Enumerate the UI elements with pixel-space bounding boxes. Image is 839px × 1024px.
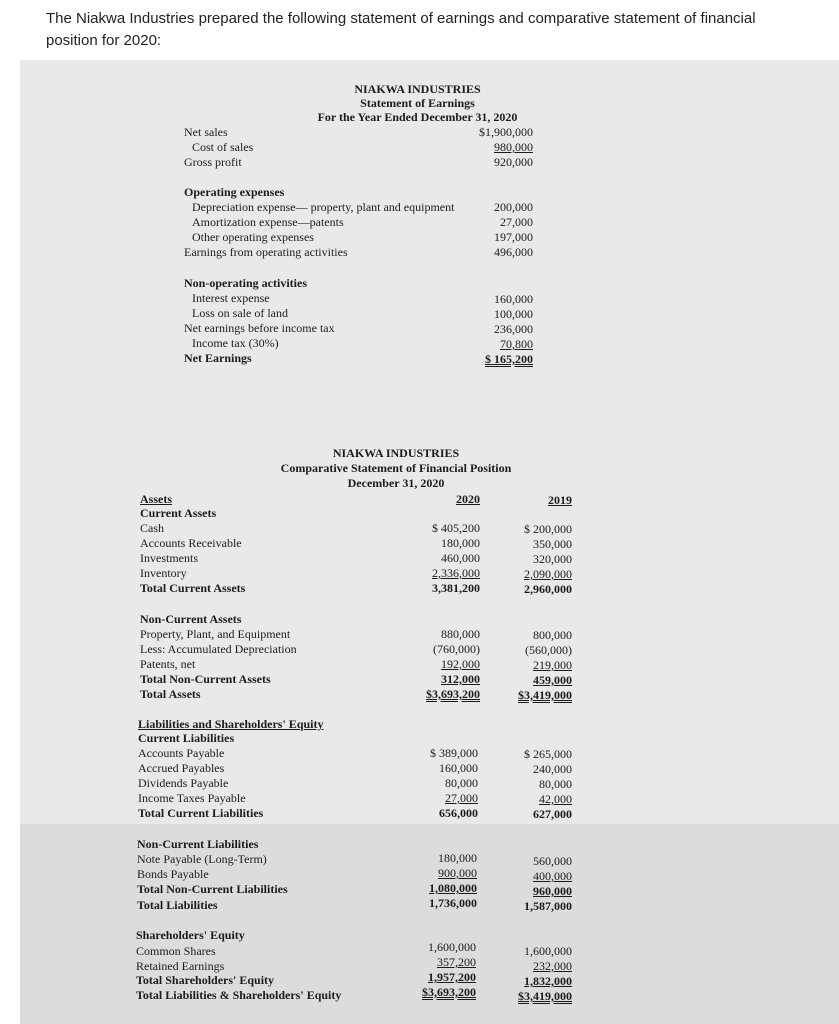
note-payable-2019: 560,000 [533, 854, 572, 868]
other-opex-label: Other operating expenses [192, 230, 314, 244]
total-non-current-liab-2020: 1,080,000 [429, 881, 477, 895]
loss-land-value: 100,000 [494, 307, 533, 321]
retained-2019: 232,000 [533, 959, 572, 973]
ppe-2019: 800,000 [533, 628, 572, 642]
ap-2019: $ 265,000 [524, 747, 572, 761]
total-liab-2019: 1,587,000 [524, 899, 572, 913]
total-current-liab-label: Total Current Liabilities [138, 806, 264, 820]
net-earnings-label: Net Earnings [184, 351, 252, 365]
patents-2020: 192,000 [441, 657, 480, 671]
retained-label: Retained Earnings [136, 959, 225, 973]
total-assets-2020: $3,693,200 [426, 687, 480, 701]
loss-land-label: Loss on sale of land [192, 306, 288, 320]
investments-label: Investments [140, 551, 198, 565]
acc-dep-2019: (560,000) [525, 643, 572, 657]
investments-2020: 460,000 [441, 551, 480, 565]
inventory-label: Inventory [140, 566, 187, 580]
bonds-2019: 400,000 [533, 869, 572, 883]
patents-2019: 219,000 [533, 658, 572, 672]
total-current-assets-label: Total Current Assets [140, 581, 246, 595]
acc-dep-label: Less: Accumulated Depreciation [140, 642, 297, 656]
dividends-label: Dividends Payable [138, 776, 229, 790]
dividends-2019: 80,000 [539, 777, 572, 791]
accrued-2019: 240,000 [533, 762, 572, 776]
gross-profit-label: Gross profit [184, 155, 242, 169]
interest-value: 160,000 [494, 292, 533, 306]
total-liab-equity-2019: $3,419,000 [518, 989, 572, 1003]
current-assets-heading: Current Assets [140, 506, 217, 520]
total-non-current-liab-label: Total Non-Current Liabilities [137, 882, 288, 896]
note-payable-2020: 180,000 [438, 851, 477, 865]
other-opex-value: 197,000 [494, 230, 533, 244]
income-tax-payable-label: Income Taxes Payable [138, 791, 246, 805]
earnings-title: Statement of Earnings [360, 96, 475, 110]
amortization-label: Amortization expense—patents [192, 215, 344, 229]
position-title: Comparative Statement of Financial Position [280, 461, 512, 475]
accrued-label: Accrued Payables [138, 761, 225, 775]
ppe-2020: 880,000 [441, 627, 480, 641]
inventory-2020: 2,336,000 [432, 566, 480, 580]
position-date: December 31, 2020 [347, 476, 445, 490]
earnings-from-ops-label: Earnings from operating activities [184, 245, 348, 259]
ar-label: Accounts Receivable [140, 536, 242, 550]
cash-2019: $ 200,000 [524, 522, 572, 536]
cost-of-sales-label: Cost of sales [192, 140, 254, 154]
investments-2019: 320,000 [533, 552, 572, 566]
gross-profit-value: 920,000 [494, 155, 533, 169]
total-current-liab-2020: 656,000 [439, 806, 478, 820]
bonds-2020: 900,000 [438, 866, 477, 880]
acc-dep-2020: (760,000) [433, 642, 480, 656]
cash-2020: $ 405,200 [432, 521, 480, 535]
depreciation-value: 200,000 [494, 200, 533, 214]
ar-2019: 350,000 [533, 537, 572, 551]
income-tax-payable-2019: 42,000 [539, 792, 572, 806]
net-sales-value: $1,900,000 [479, 125, 533, 139]
operating-expenses-heading: Operating expenses [184, 185, 285, 199]
retained-2020: 357,200 [437, 955, 476, 969]
earnings-period: For the Year Ended December 31, 2020 [317, 110, 518, 124]
total-liab-label: Total Liabilities [137, 898, 218, 912]
dividends-2020: 80,000 [445, 776, 478, 790]
net-earnings-value: $ 165,200 [485, 352, 533, 366]
total-assets-2019: $3,419,000 [518, 688, 572, 702]
non-current-assets-heading: Non-Current Assets [140, 612, 242, 626]
non-current-liab-heading: Non-Current Liabilities [137, 837, 259, 851]
earnings-from-ops-value: 496,000 [494, 245, 533, 259]
common-shares-2019: 1,600,000 [524, 944, 572, 958]
total-non-current-assets-2019: 459,000 [533, 673, 572, 687]
accrued-2020: 160,000 [439, 761, 478, 775]
total-assets-label: Total Assets [140, 687, 201, 701]
note-payable-label: Note Payable (Long-Term) [137, 852, 267, 866]
bonds-label: Bonds Payable [137, 867, 209, 881]
total-liab-equity-2020: $3,693,200 [422, 985, 476, 999]
non-operating-heading: Non-operating activities [184, 276, 307, 290]
total-liab-2020: 1,736,000 [429, 896, 477, 910]
total-non-current-assets-label: Total Non-Current Assets [140, 672, 271, 686]
ap-label: Accounts Payable [138, 746, 225, 760]
tax-value: 70,800 [500, 337, 533, 351]
interest-label: Interest expense [192, 291, 270, 305]
total-equity-label: Total Shareholders' Equity [136, 973, 275, 987]
common-shares-2020: 1,600,000 [428, 940, 476, 954]
amortization-value: 27,000 [500, 215, 533, 229]
income-tax-payable-2020: 27,000 [445, 791, 478, 805]
earnings-company: NIAKWA INDUSTRIES [354, 82, 481, 96]
liab-equity-heading: Liabilities and Shareholders' Equity [138, 717, 324, 731]
total-current-liab-2019: 627,000 [533, 807, 572, 821]
depreciation-label: Depreciation expense— property, plant and equipment [192, 200, 455, 214]
assets-heading: Assets [140, 492, 172, 506]
equity-heading: Shareholders' Equity [136, 928, 245, 942]
patents-label: Patents, net [140, 657, 196, 671]
total-current-assets-2020: 3,381,200 [432, 581, 480, 595]
common-shares-label: Common Shares [136, 944, 216, 958]
tax-label: Income tax (30%) [192, 336, 279, 350]
ebt-value: 236,000 [494, 322, 533, 336]
total-liab-equity-label: Total Liabilities & Shareholders' Equity [136, 988, 342, 1002]
inventory-2019: 2,090,000 [524, 567, 572, 581]
position-company: NIAKWA INDUSTRIES [332, 446, 460, 460]
current-liab-heading: Current Liabilities [138, 731, 235, 745]
total-current-assets-2019: 2,960,000 [524, 582, 572, 596]
cost-of-sales-value: 980,000 [494, 140, 533, 154]
total-non-current-assets-2020: 312,000 [441, 672, 480, 686]
ar-2020: 180,000 [441, 536, 480, 550]
total-non-current-liab-2019: 960,000 [533, 884, 572, 898]
total-equity-2020: 1,957,200 [428, 970, 476, 984]
column-2019-heading: 2019 [548, 493, 572, 507]
ebt-label: Net earnings before income tax [184, 321, 335, 335]
intro-text: The Niakwa Industries prepared the following statement of earnings and comparative statement of financial position for 2020: [46, 10, 756, 49]
total-equity-2019: 1,832,000 [524, 974, 572, 988]
net-sales-label: Net sales [184, 125, 228, 139]
cash-label: Cash [140, 521, 164, 535]
ppe-label: Property, Plant, and Equipment [140, 627, 291, 641]
ap-2020: $ 389,000 [430, 746, 478, 760]
column-2020-heading: 2020 [456, 492, 480, 506]
